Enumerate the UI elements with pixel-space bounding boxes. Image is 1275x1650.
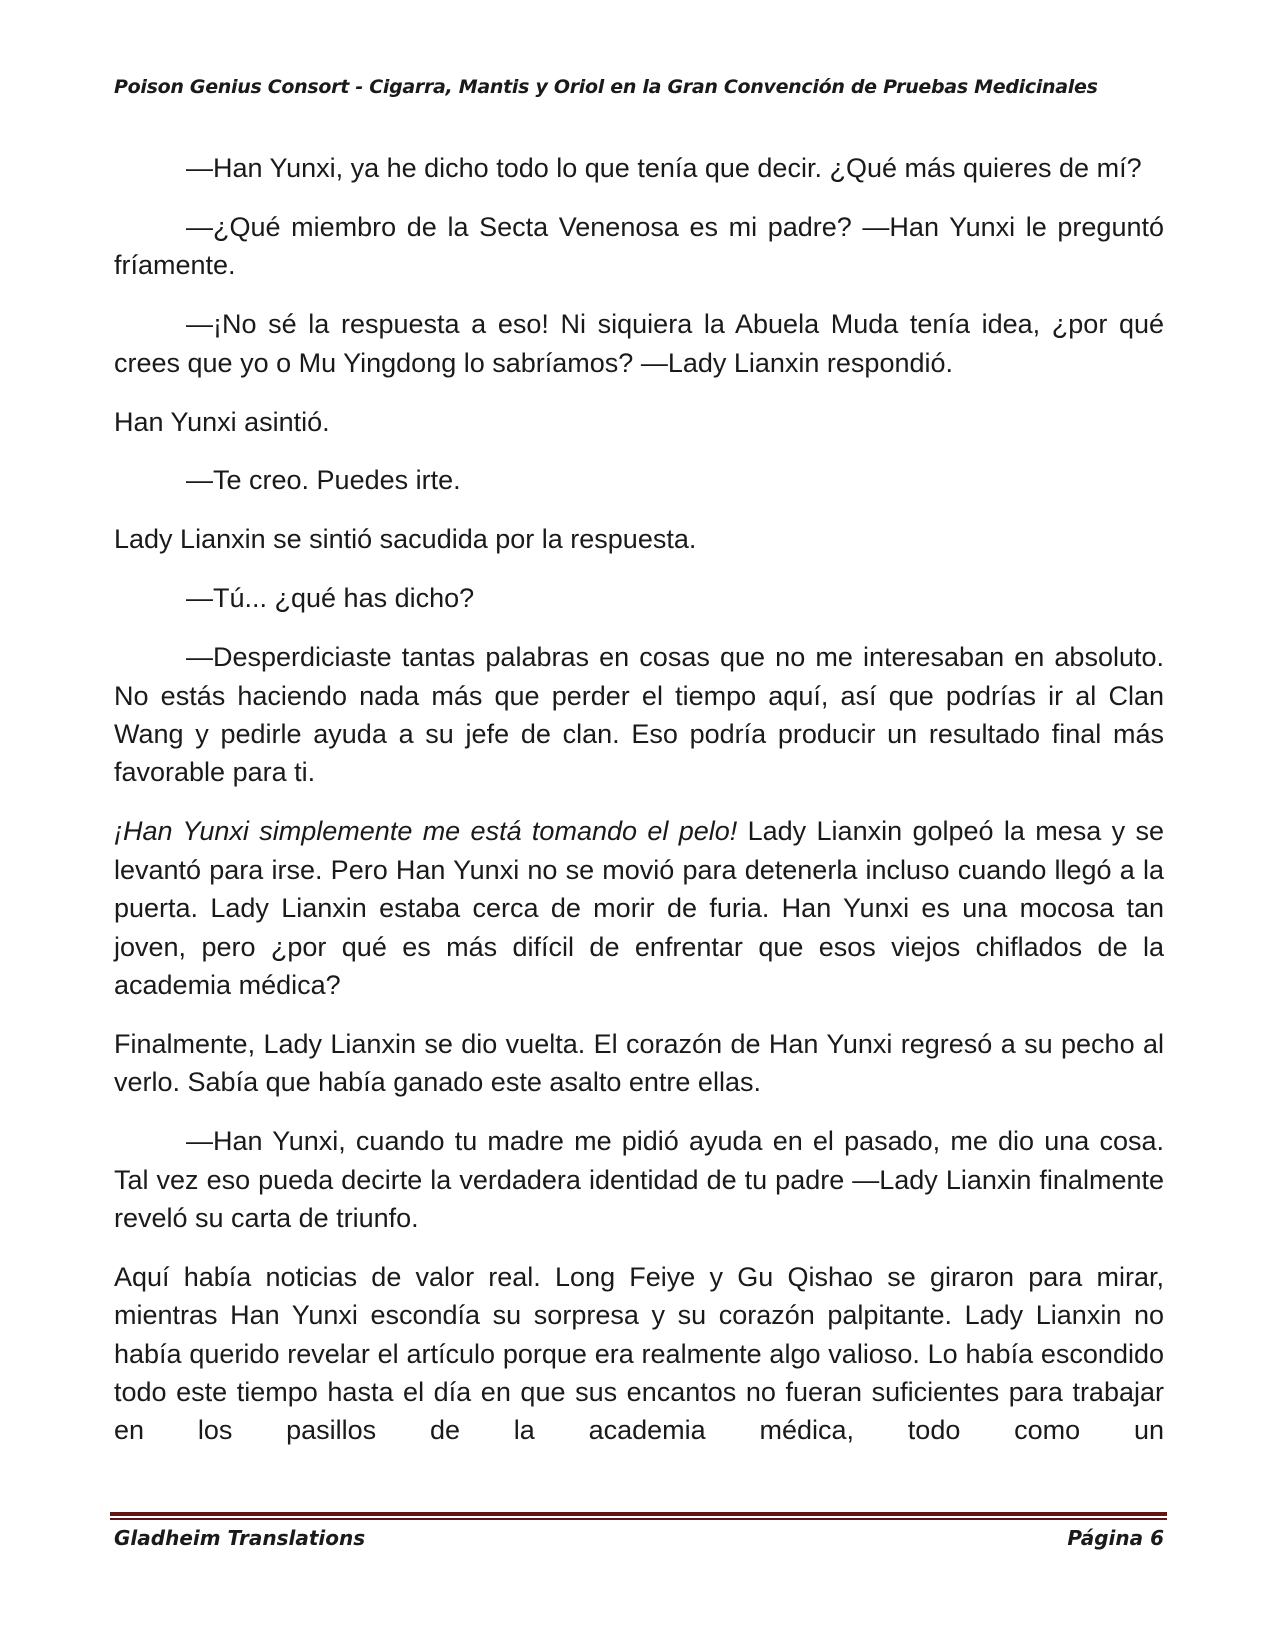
document-body [114,149,1164,1450]
paragraph-9-italic-thought: ¡Han Yunxi simplemente me está tomando el pelo! [114,816,738,847]
footer-divider-thin [110,1518,1167,1520]
paragraph-12: Aquí había noticias de valor real. Long Feiye y Gu Qishao se giraron para mirar, mientras Han Yunxi escondía su sorpresa y su corazón palpitante. Lady Lianxin no había querido revelar el artículo porque era realmente algo valioso. Lo había escondido todo este tiempo hasta el día en que sus encantos no fueran suficientes para trabajar en los pasillos de la academia médica, todo como un [114,1261,1164,1446]
paragraph-8: —Desperdiciaste tantas palabras en cosas que no me interesaban en absoluto. No estás haciendo nada más que perder el tiempo aquí, así que podrías ir al Clan Wang y pedirle ayuda a su jefe de clan. Eso podría producir un resultado final más favorable para ti. [114,642,1164,788]
paragraph-4: Han Yunxi asintió. [114,406,330,437]
page-footer [114,1526,1164,1550]
paragraph-6: Lady Lianxin se sintió sacudida por la respuesta. [114,524,697,555]
paragraph-7: —Tú... ¿qué has dicho? [186,583,475,614]
paragraph-3: —¡No sé la respuesta a eso! Ni siquiera la Abuela Muda tenía idea, ¿por qué crees que yo o Mu Yingdong lo sabríamos? —Lady Lianxin respondió. [114,309,1164,378]
paragraph-5: —Te creo. Puedes irte. [186,465,461,496]
paragraph-9-text: Lady Lianxin golpeó la mesa y se levantó para irse. Pero Han Yunxi no se movió para detenerla incluso cuando llegó a la puerta. Lady Lianxin estaba cerca de morir de furia. Han Yunxi es una mocosa tan joven, pero ¿por qué es más difícil de enfrentar que esos viejos chiflados de la academia médica? [114,816,1164,1000]
paragraph-9 [114,812,1164,1004]
footer-page-number: Página 6 [1067,1526,1164,1550]
paragraph-11: —Han Yunxi, cuando tu madre me pidió ayuda en el pasado, me dio una cosa. Tal vez eso pueda decirte la verdadera identidad de tu padre —Lady Lianxin finalmente reveló su carta de triunfo. [114,1126,1164,1233]
paragraph-10: Finalmente, Lady Lianxin se dio vuelta. El corazón de Han Yunxi regresó a su pecho al verlo. Sabía que había ganado este asalto entre ellas. [114,1028,1164,1098]
page-header-title: Poison Genius Consort - Cigarra, Mantis y Oriol en la Gran Convención de Pruebas Medicinales [114,76,1098,98]
paragraph-1: —Han Yunxi, ya he dicho todo lo que tenía que decir. ¿Qué más quieres de mí? [186,153,1142,183]
footer-translator: Gladheim Translations [114,1526,366,1550]
paragraph-2: —¿Qué miembro de la Secta Venenosa es mi padre? —Han Yunxi le preguntó fríamente. [114,211,1164,281]
footer-divider-thick [110,1512,1167,1516]
